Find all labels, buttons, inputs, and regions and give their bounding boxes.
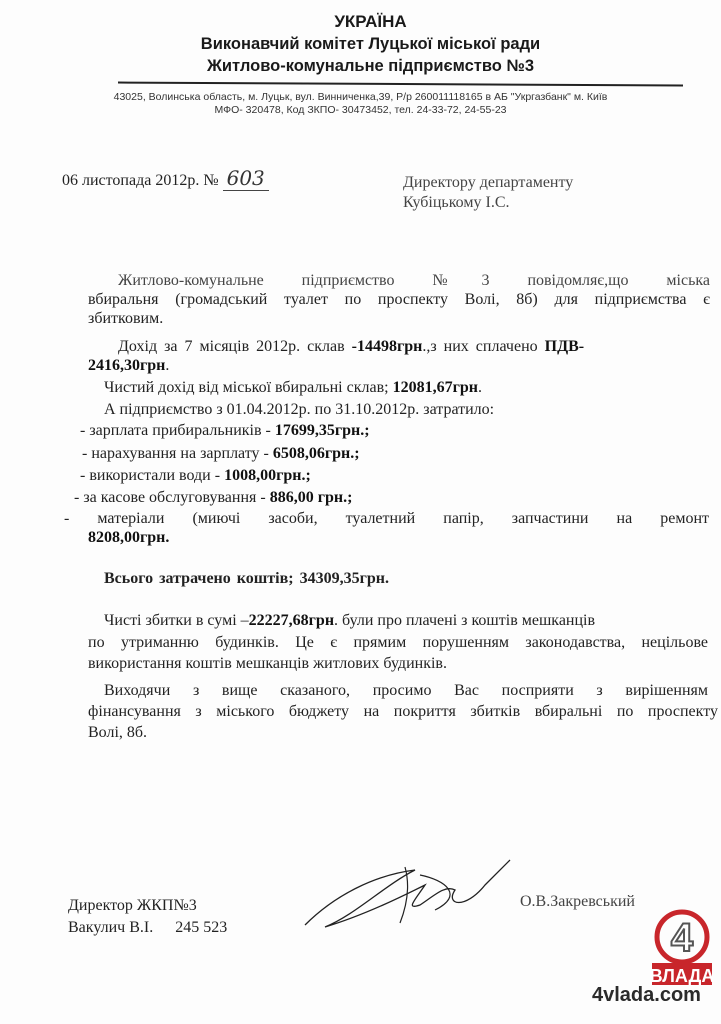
expense-label: - за касове обслуговування - — [74, 489, 270, 506]
signatory-name: О.В.Закревський — [520, 893, 635, 910]
total-spent: Всього затрачено коштів; 34309,35грн. — [104, 570, 389, 587]
loss-value: 22227,68грн — [248, 612, 335, 629]
net-income — [104, 379, 482, 397]
expense-label: - нарахування на зарплату - — [82, 445, 273, 462]
svg-text:ВЛАДА: ВЛАДА — [649, 966, 715, 986]
p1-line1: Житлово-комунальне підприємство №3 повідомляє,що міська — [118, 272, 710, 289]
p1-line2: вбиральня (громадський туалет по проспекту Волі, 8б) для підприємства є — [88, 291, 710, 308]
expense-label: - використали води - — [80, 467, 225, 484]
p6-line2: фінансування з міського бюджету на покриття збитків вбиральні по проспекту — [88, 703, 718, 720]
loss-text: Чисті збитки в сумі – — [104, 612, 249, 629]
letter-number: 603 — [223, 166, 269, 191]
net-income-text: Чистий дохід від міської вбиральні склав; — [104, 379, 393, 396]
executor — [68, 919, 227, 937]
period: . — [165, 357, 170, 374]
p2-line2 — [88, 357, 169, 375]
letterhead-divider — [118, 82, 683, 87]
expense-item — [82, 445, 360, 463]
letterhead-committee: Виконавчий комітет Луцької міської ради — [200, 35, 541, 53]
expenses-intro: А підприємство з 01.04.2012р. по 31.10.2012р. затратило: — [104, 401, 495, 418]
expense-value: 886,00 грн.; — [269, 489, 353, 506]
watermark-site: 4vlada.com — [592, 984, 701, 1006]
letterhead-address: 43025, Волинська область, м. Луцьк, вул. Винниченка,39, Р/р 260011118165 в АБ "Укргазбанк" м. Київ — [113, 91, 608, 103]
p1-line3: збитковим. — [88, 310, 164, 327]
letter-date — [62, 166, 269, 190]
recipient-title: Директору департаменту — [403, 174, 574, 191]
executor-name: Вакулич В.І. — [68, 919, 154, 936]
executor-phone: 245 523 — [175, 919, 228, 936]
signatory-position: Директор ЖКП№3 — [68, 897, 197, 914]
watermark-logo — [648, 905, 716, 987]
date-text: 06 листопада 2012р. № — [62, 172, 219, 189]
p6-line1: Виходячи з вище сказаного, просимо Вас посприяти з вирішенням — [104, 682, 708, 699]
p6-line3: Волі, 8б. — [88, 724, 148, 741]
vat-label: ПДВ- — [544, 338, 585, 355]
expense-label: - зарплата прибиральників - — [80, 422, 275, 439]
income-value: -14498грн — [351, 338, 423, 355]
vat-text: .,з них сплачено — [422, 338, 545, 355]
recipient-name: Кубіцькому І.С. — [403, 194, 510, 211]
vat-value: 2416,30грн — [88, 357, 166, 374]
p5-line3: використання коштів мешканців житлових будинків. — [88, 655, 447, 672]
expense-item: - матеріали (миючі засоби, туалетний папір, запчастини на ремонт — [64, 510, 709, 527]
svg-text:4: 4 — [670, 916, 694, 960]
p5-line2: по утриманню будинків. Це є прямим порушенням законодавства, нецільове — [88, 634, 708, 651]
p2-line1 — [118, 338, 584, 356]
period: . — [477, 379, 482, 396]
letterhead-bank-details: МФО- 320478, Код ЗКПО- 30473452, тел. 24-33-72, 24-55-23 — [214, 104, 507, 116]
expense-value: 8208,00грн. — [88, 529, 170, 546]
loss-text-end: . були про плачені з коштів мешканців — [334, 612, 596, 629]
expense-item — [80, 422, 370, 440]
expense-item — [80, 467, 311, 485]
handwritten-signature — [295, 855, 515, 935]
expense-value: 6508,06грн.; — [272, 445, 360, 462]
letterhead-country: УКРАЇНА — [334, 12, 407, 31]
expense-value: 1008,00грн.; — [224, 467, 311, 484]
income-text: Дохід за 7 місяців 2012р. склав — [118, 338, 352, 355]
net-income-value: 12081,67грн — [392, 379, 478, 396]
p5-line1 — [104, 612, 595, 630]
expense-value: 17699,35грн.; — [274, 422, 370, 439]
letterhead-enterprise: Житлово-комунальне підприємство №3 — [206, 57, 535, 75]
expense-item — [74, 489, 352, 507]
expense-value — [88, 529, 169, 547]
